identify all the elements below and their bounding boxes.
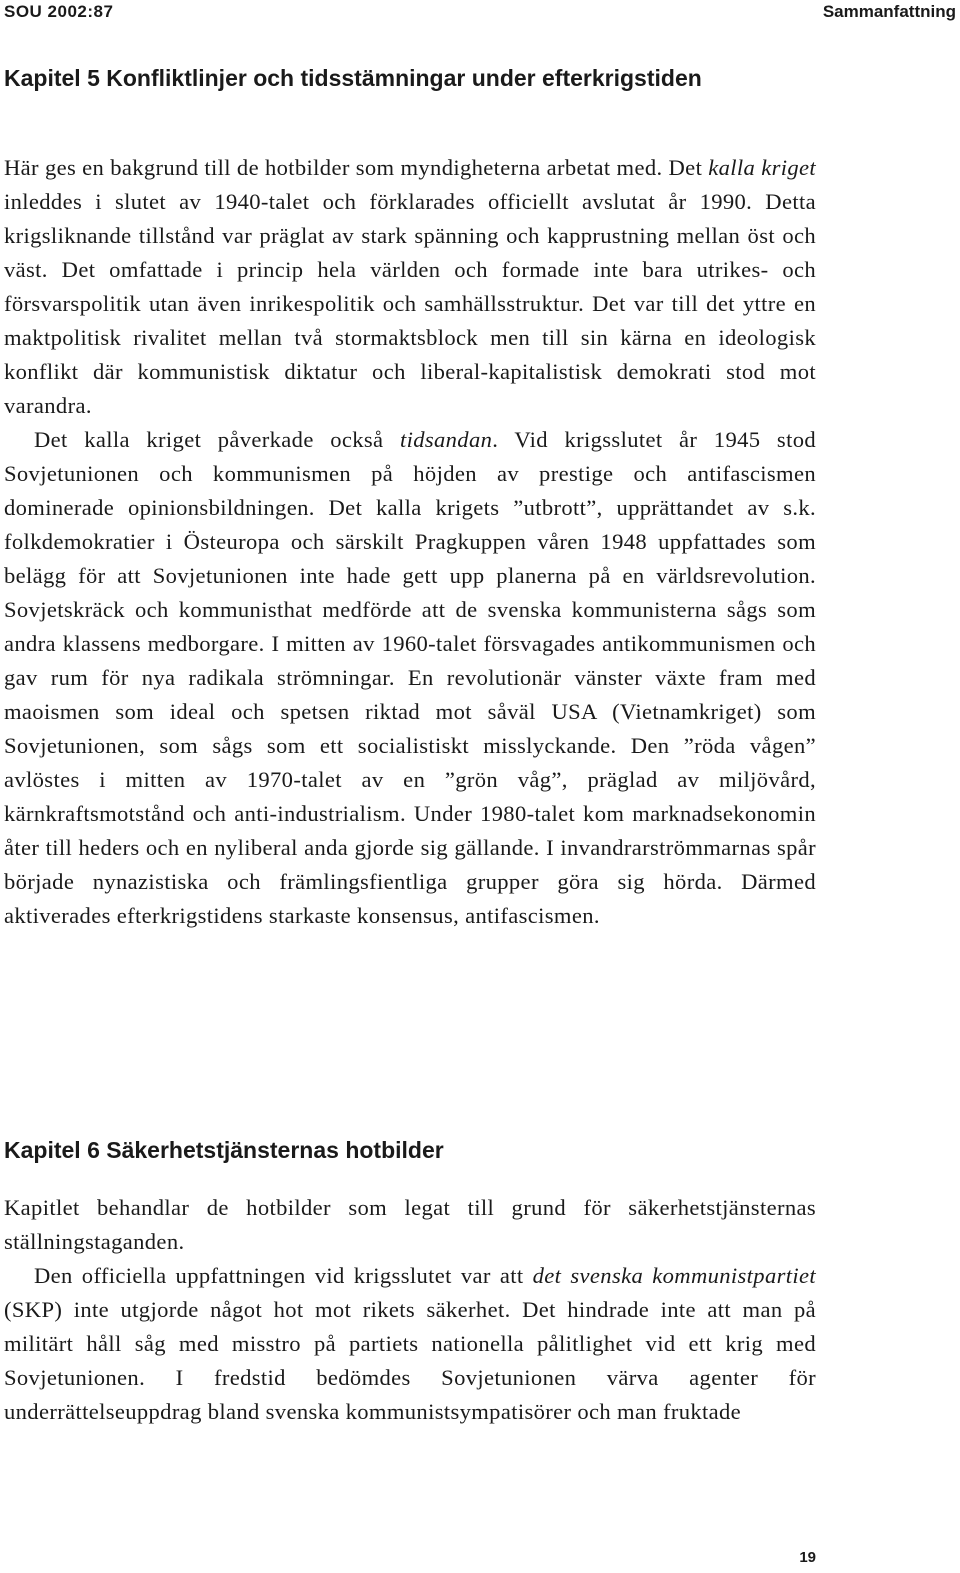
chapter-6-body	[4, 1191, 816, 1429]
text-run: inleddes i slutet av 1940-talet och förklarades officiellt avslutat år 1990. Detta krigsliknande tillstånd var präglat av stark spänning och kapprustning mellan öst och väst. Det omfattade i princip hela världen och formade inte bara utrikes- och försvarspolitik utan även inrikespolitik och samhällsstruktur. Det var till det yttre en maktpolitisk rivalitet mellan två stormaktsblock men till sin kärna en ideologisk konflikt där kommunistisk diktatur och liberal-kapitalistisk demokrati stod mot varandra.	[4, 189, 816, 418]
section-title: Sammanfattning	[822, 2, 956, 21]
paragraph	[4, 151, 816, 423]
paragraph	[4, 1259, 816, 1429]
paragraph: Kapitlet behandlar de hotbilder som legat till grund för säkerhetstjänsternas ställningstaganden.	[4, 1195, 816, 1254]
emphasis: tidsandan	[399, 427, 493, 452]
chapter-5-heading: Kapitel 5 Konfliktlinjer och tidsstämningar under efterkrigstiden	[4, 65, 702, 91]
chapter-6-heading: Kapitel 6 Säkerhetstjänsternas hotbilder	[4, 1137, 444, 1163]
running-header	[0, 0, 960, 26]
text-run: Det kalla kriget påverkade också	[34, 427, 400, 452]
page-number: 19	[799, 1549, 816, 1566]
text-run: . Vid krigsslutet år 1945 stod Sovjetunionen och kommunismen på höjden av prestige och antifascismen dominerade opinionsbildningen. Det kalla krigets ”utbrott”, upprättandet av s.k. folkdemokratier i Östeuropa och särskilt Pragkuppen våren 1948 uppfattades som belägg för att Sovjetunionen inte hade gett upp planerna på en världsrevolution. Sovjetskräck och kommunisthat medförde att de svenska kommunisterna sågs som andra klassens medborgare. I mitten av 1960-talet försvagades antikommunismen och gav rum för nya radikala strömningar. En revolutionär vänster växte fram med maoismen som ideal och spetsen riktad mot såväl USA (Vietnamkriget) som Sovjetunionen, som sågs som ett socialistiskt misslyckande. Den ”röda vågen” avlöstes i mitten av 1970-talet av en ”grön våg”, präglad av miljövård, kärnkraftsmotstånd och anti-industrialism. Under 1980-talet kom marknadsekonomin åter till heders och en nyliberal anda gjorde sig gällande. I invandrarströmmarnas spår började nynazistiska och främlingsfientliga grupper göra sig hörda. Därmed aktiverades efterkrigstidens starkaste konsensus, antifascismen.	[4, 427, 816, 928]
emphasis: kalla kriget	[708, 155, 816, 180]
text-run: Här ges en bakgrund till de hotbilder som myndigheterna arbetat med. Det	[4, 155, 709, 180]
text-run: (SKP) inte utgjorde något hot mot rikets säkerhet. Det hindrade inte att man på militärt håll såg med misstro på partiets nationella pålitlighet vid ett krig med Sovjetunionen. I fredstid bedömdes Sovjetunionen värva agenter för underrättelseuppdrag bland svenska kommunistsympatisörer och man fruktade	[4, 1297, 816, 1424]
emphasis: det svenska kommunistpartiet	[532, 1263, 816, 1288]
text-run: Den officiella uppfattningen vid krigsslutet var att	[34, 1263, 533, 1288]
chapter-5-body	[4, 151, 816, 933]
paragraph	[4, 423, 816, 933]
document-reference: SOU 2002:87	[4, 2, 114, 21]
